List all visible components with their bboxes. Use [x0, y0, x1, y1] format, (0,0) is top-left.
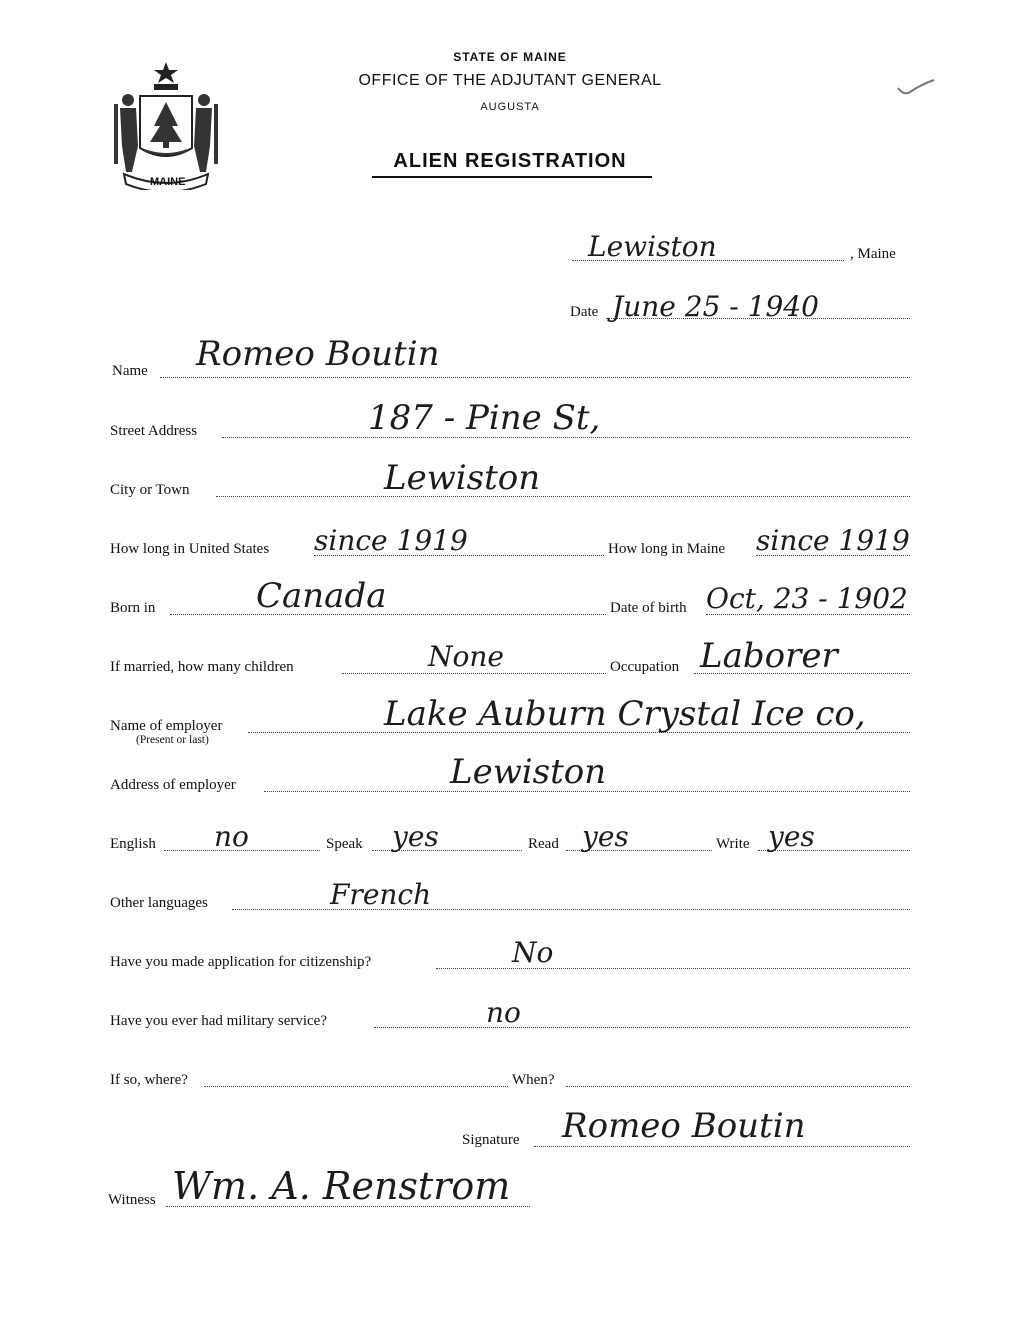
- write-label: Write: [716, 836, 750, 852]
- born-in-dotted-line: [170, 614, 606, 615]
- military-dotted-line: [374, 1027, 910, 1028]
- check-mark-icon: [896, 76, 936, 98]
- children-value[interactable]: None: [428, 640, 504, 673]
- employer-name-label: Name of employer: [110, 718, 223, 734]
- children-dotted-line: [342, 673, 606, 674]
- how-long-maine-value[interactable]: since 1919: [756, 524, 910, 557]
- place-suffix: , Maine: [850, 246, 896, 262]
- citizenship-label: Have you made application for citizenship?: [110, 954, 372, 970]
- how-long-maine-label: How long in Maine: [608, 541, 726, 557]
- if-so-where-label: If so, where?: [110, 1072, 188, 1088]
- date-of-birth-label: Date of birth: [610, 600, 687, 616]
- when-dotted-line: [566, 1086, 910, 1087]
- if-so-where-dotted-line: [204, 1086, 508, 1087]
- english-value[interactable]: no: [214, 820, 249, 853]
- military-label: Have you ever had military service?: [110, 1013, 327, 1029]
- employer-name-sublabel: (Present or last): [136, 734, 209, 746]
- other-languages-value[interactable]: French: [330, 878, 432, 911]
- other-languages-label: Other languages: [110, 895, 208, 911]
- witness-label: Witness: [108, 1192, 156, 1208]
- employer-name-value[interactable]: Lake Auburn Crystal Ice co,: [384, 694, 866, 734]
- occupation-dotted-line: [694, 673, 910, 674]
- street-address-label: Street Address: [110, 423, 198, 439]
- born-in-label: Born in: [110, 600, 156, 616]
- military-value[interactable]: no: [486, 996, 521, 1029]
- city-or-town-dotted-line: [216, 496, 910, 497]
- city-or-town-value[interactable]: Lewiston: [384, 458, 541, 498]
- speak-label: Speak: [326, 836, 363, 852]
- title-underline: [372, 176, 652, 178]
- born-in-value[interactable]: Canada: [256, 576, 387, 616]
- citizenship-dotted-line: [436, 968, 910, 969]
- how-long-maine-dotted-line: [756, 555, 910, 556]
- date-of-birth-value[interactable]: Oct, 23 - 1902: [706, 582, 908, 615]
- read-value[interactable]: yes: [582, 820, 629, 853]
- write-value[interactable]: yes: [768, 820, 815, 853]
- citizenship-value[interactable]: No: [512, 936, 554, 969]
- state-heading: STATE OF MAINE: [453, 50, 567, 64]
- children-label: If married, how many children: [110, 659, 294, 675]
- place-dotted-line: [572, 260, 844, 261]
- place-value[interactable]: Lewiston: [588, 230, 717, 263]
- maine-state-seal-icon: [110, 60, 222, 190]
- name-dotted-line: [160, 377, 910, 378]
- witness-value[interactable]: Wm. A. Renstrom: [172, 1164, 511, 1208]
- english-label: English: [110, 836, 156, 852]
- speak-value[interactable]: yes: [392, 820, 439, 853]
- read-label: Read: [528, 836, 559, 852]
- seal-banner-text: MAINE: [150, 176, 186, 188]
- date-dotted-line: [606, 318, 910, 319]
- name-value[interactable]: Romeo Boutin: [196, 334, 440, 374]
- signature-label: Signature: [462, 1132, 520, 1148]
- street-address-value[interactable]: 187 - Pine St,: [368, 398, 601, 438]
- employer-address-label: Address of employer: [110, 777, 236, 793]
- form-title: ALIEN REGISTRATION: [393, 150, 627, 172]
- occupation-value[interactable]: Laborer: [700, 636, 838, 676]
- how-long-us-label: How long in United States: [110, 541, 270, 557]
- when-label: When?: [512, 1072, 555, 1088]
- date-of-birth-dotted-line: [706, 614, 910, 615]
- office-heading: OFFICE OF THE ADJUTANT GENERAL: [358, 72, 662, 89]
- city-or-town-label: City or Town: [110, 482, 190, 498]
- date-label: Date: [570, 304, 599, 320]
- city-heading: AUGUSTA: [480, 101, 540, 113]
- date-value[interactable]: June 25 - 1940: [612, 290, 819, 323]
- how-long-us-dotted-line: [314, 555, 604, 556]
- occupation-label: Occupation: [610, 659, 680, 675]
- signature-dotted-line: [534, 1146, 910, 1147]
- how-long-us-value[interactable]: since 1919: [314, 524, 468, 557]
- employer-address-value[interactable]: Lewiston: [450, 752, 607, 792]
- name-label: Name: [112, 363, 148, 379]
- signature-value[interactable]: Romeo Boutin: [562, 1106, 806, 1146]
